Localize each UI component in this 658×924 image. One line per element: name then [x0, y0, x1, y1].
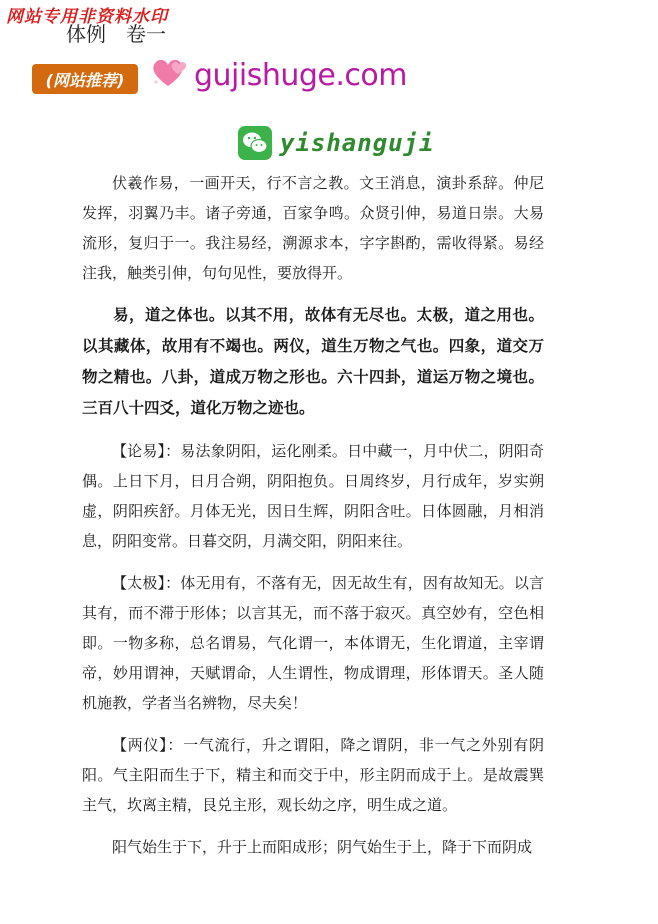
- watermark-text: 网站专用非资料水印: [6, 7, 168, 27]
- paragraph: 【论易】：易法象阴阳，运化刚柔。日中藏一，月中伏二，阴阳奇偶。上日下月，日月合朔，阴阳抱负。日周终岁，月行成年，岁实朔虚，阴阳疾舒。月体无光，因日生辉，阴阳含吐。日体圆融，月相消息，阴阳变常。日暮交阴，月满交阳，阴阳来往。: [82, 442, 544, 550]
- paragraph: 【太极】：体无用有，不落有无，因无故生有，因有故知无。以言其有，而不滞于形体；以言其无，而不落于寂灭。真空妙有，空色相即。一物多称，总名谓易，气化谓一，本体谓无，生化谓道，主宰谓帝，妙用谓神，天赋谓命，人生谓性，物成谓理，形体谓天。圣人随机施教，学者当名辨物，尽夫矣！: [82, 574, 544, 712]
- hearts-icon: [148, 52, 192, 92]
- paragraph-bold: 易，道之体也。以其不用，故体有无尽也。太极，道之用也。以其藏体，故用有不竭也。两仪，道生万物之气也。四象，道交万物之精也。八卦，道成万物之形也。六十四卦，道运万物之境也。三百八十四爻，道化万物之迹也。: [82, 306, 544, 417]
- paragraph: 伏羲作易，一画开天，行不言之教。文王消息，演卦系辞。仲尼发挥，羽翼乃丰。诸子旁通，百家争鸣。众贤引伸，易道日崇。大易流形，复归于一。我注易经，溯源求本，字字斟酌，需收得紧。易经注我，触类引伸，句句见性，要放得开。: [82, 174, 544, 282]
- wechat-label: yishanguji: [280, 129, 435, 157]
- wechat-account[interactable]: [238, 126, 435, 160]
- page-title: 体例 卷一: [66, 22, 166, 46]
- paragraph: 【两仪】：一气流行，升之谓阳，降之谓阴，非一气之外别有阴阳。气主阳而生于下，精主和而交于中，形主阴而成于上。是故震巽主气，坎离主精，艮兑主形，观长幼之序，明生成之道。: [82, 736, 544, 814]
- wechat-icon: [238, 126, 272, 160]
- article-body: [82, 168, 544, 874]
- paragraph: 阳气始生于下，升于上而阳成形；阴气始生于上，降于下而阴成: [112, 838, 533, 856]
- site-link[interactable]: gujishuge.com: [194, 58, 407, 93]
- recommend-badge[interactable]: (网站推荐): [32, 64, 138, 94]
